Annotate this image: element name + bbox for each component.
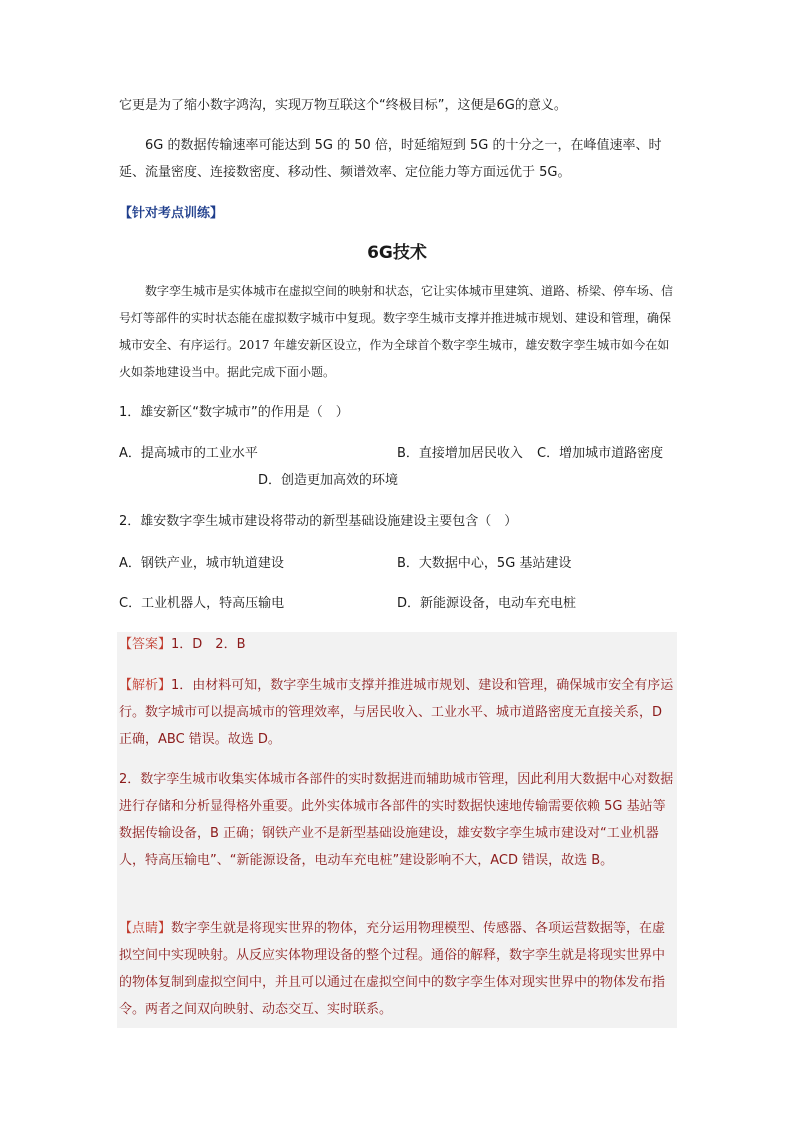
comment-text: 数字孪生就是将现实世界的物体，充分运用物理模型、传感器、各项运营数据等，在虚拟空间中实现映射。从反应实体物理设备的整个过程。通俗的解释，数字孪生就是将现实世界中的物体复制到虚拟空间中，并且可以通过在虚拟空间中的数字孪生体对现实世界中的物体发布指令。两者之间双向映射、动态交互、实时联系。 [119,921,666,1017]
analysis-paragraph-2: 2．数字孪生城市收集实体城市各部件的实时数据进而辅助城市管理，因此利用大数据中心对数据进行存储和分析显得格外重要。此外实体城市各部件的实时数据快速地传输需要依赖 5G 基站等数据传输设备，B 正确；钢铁产业不是新型基础设施建设，雄安数字孪生城市建设对“工业机器人，特高压输电”、“新能源设备，电动车充电桩”建设影响不大，ACD 错误，故选 B。 [119,772,674,868]
comment-paragraph [119,915,675,1023]
question-2-option-c: C．工业机器人，特高压输电 [119,596,285,611]
answer-line [119,631,675,658]
analysis-paragraph-1 [119,672,675,753]
question-1-option-b: B．直接增加居民收入 [397,446,523,461]
question-2-option-d: D．新能源设备，电动车充电桩 [397,596,577,611]
question-2-stem: 2．雄安数字孪生城市建设将带动的新型基础设施建设主要包含（ ） [119,514,518,529]
question-1-option-c: C．增加城市道路密度 [537,446,664,461]
analysis-text-1: 1．由材料可知，数字孪生城市支撑并推进城市规划、建设和管理，确保城市安全有序运行。数字城市可以提高城市的管理效率，与居民收入、工业水平、城市道路密度无直接关系，D 正确，ABC 错误。故选 D。 [119,678,674,747]
question-2-option-a: A．钢铁产业，城市轨道建设 [119,556,284,571]
analysis-label: 【解析】 [119,678,172,693]
answer-label: 【答案】 [119,637,172,652]
answer-text: 1．D 2．B [171,637,246,652]
question-2-option-b: B．大数据中心，5G 基站建设 [397,556,572,571]
intro-line: 它更是为了缩小数字鸿沟，实现万物互联这个“终极目标”，这便是6G的意义。 [119,98,567,113]
question-1-stem: 1．雄安新区“数字城市”的作用是（ ） [119,405,349,420]
intro-paragraph: 6G 的数据传输速率可能达到 5G 的 50 倍，时延缩短到 5G 的十分之一，在峰值速率、时延、流量密度、连接数密度、移动性、频谱效率、定位能力等方面远优于 5G。 [119,138,662,180]
material-paragraph: 数字孪生城市是实体城市在虚拟空间的映射和状态，它让实体城市里建筑、道路、桥梁、停车场、信号灯等部件的实时状态能在虚拟数字城市中复现。数字孪生城市支撑并推进城市规划、建设和管理，确保城市安全、有序运行。2017 年雄安新区设立，作为全球首个数字孪生城市，雄安数字孪生城市如今在如火如荼地建设当中。据此完成下面小题。 [119,284,674,379]
comment-label: 【点睛】 [119,921,172,936]
question-1-option-d: D．创造更加高效的环境 [258,473,399,488]
passage-title: 6G技术 [367,243,427,263]
question-1-option-a: A．提高城市的工业水平 [119,446,258,461]
section-tag: 【针对考点训练】 [119,206,224,221]
